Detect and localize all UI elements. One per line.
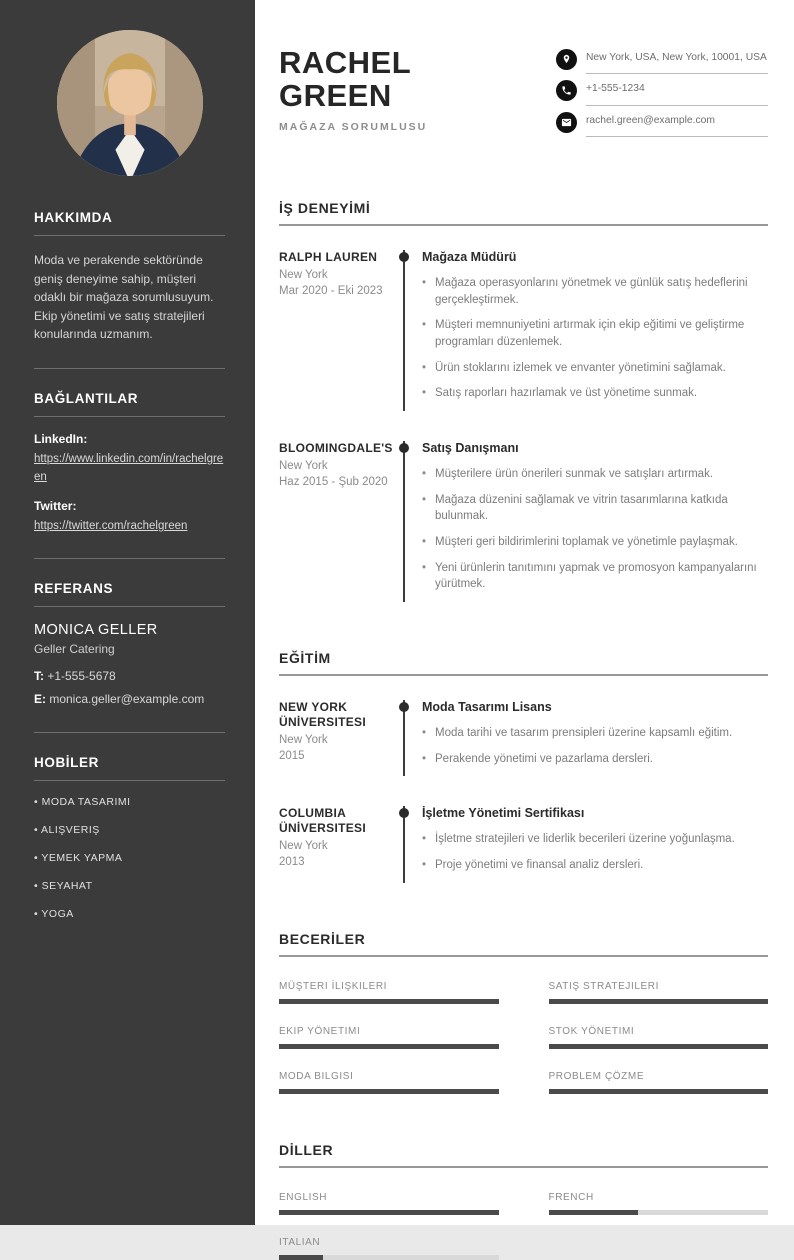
skill-item: [549, 1026, 769, 1049]
skill-item: [549, 981, 769, 1004]
about-title: HAKKIMDA: [34, 210, 225, 236]
hobby-item: • ALIŞVERIŞ: [34, 824, 225, 836]
about-text: Moda ve perakende sektöründe geniş deneyime sahip, müşteri odaklı bir mağaza sorumlusuyum. Ekip yönetimi ve satış stratejileri konularında uzmanım.: [34, 253, 214, 342]
skill-bar-fill: [279, 1089, 499, 1094]
experience-entry: [279, 250, 768, 411]
language-bar: [279, 1255, 499, 1260]
education-section: [279, 650, 768, 883]
school-location: New York: [279, 734, 328, 747]
twitter-label: Twitter:: [34, 499, 77, 514]
contact-row-address: [556, 52, 768, 74]
phone-icon: [556, 80, 577, 101]
reference-email-value: monica.geller@example.com: [46, 692, 205, 707]
skill-bar: [549, 1089, 769, 1094]
bullet: • Ürün stoklarını izlemek ve envanter yönetimini sağlamak.: [422, 360, 768, 377]
bullet: • Proje yönetimi ve finansal analiz dersleri.: [422, 857, 768, 874]
language-label: ITALIAN: [279, 1236, 321, 1248]
education-title: EĞİTİM: [279, 650, 768, 676]
language-bar-fill: [279, 1210, 499, 1215]
languages-section: [279, 1142, 768, 1260]
hobbies-section: [34, 732, 225, 920]
reference-title: REFERANS: [34, 581, 225, 607]
skill-bar: [279, 1089, 499, 1094]
skill-item: [279, 1026, 499, 1049]
reference-company: Geller Catering: [34, 642, 115, 657]
hobbies-title: HOBİLER: [34, 755, 225, 781]
contact-row-email: [556, 115, 768, 137]
degree-title: Moda Tasarımı Lisans: [422, 700, 552, 715]
role-title: Satış Danışmanı: [422, 441, 519, 456]
education-entry-left: [279, 700, 403, 776]
experience-title: İŞ DENEYİMİ: [279, 200, 768, 226]
school-name: NEW YORK ÜNİVERSITESI: [279, 700, 366, 730]
school-name: COLUMBIA ÜNİVERSITESI: [279, 806, 366, 836]
school-location: New York: [279, 840, 328, 853]
bullet: • Mağaza düzenini sağlamak ve vitrin tasarımlarına katkıda bulunmak.: [422, 492, 768, 525]
skill-bar-fill: [279, 1044, 499, 1049]
language-item: [549, 1192, 769, 1215]
company-name: RALPH LAUREN: [279, 250, 378, 265]
about-section: [34, 210, 225, 344]
experience-entry-left: [279, 441, 403, 602]
graduation-year: 2013: [279, 855, 305, 868]
skills-grid: [279, 981, 768, 1094]
hobby-item: • MODA TASARIMI: [34, 796, 225, 808]
language-item: [279, 1192, 499, 1215]
header: [279, 46, 768, 146]
bullet: • Satış raporları hazırlamak ve üst yönetime sunmak.: [422, 385, 768, 402]
role-bullets: [422, 466, 768, 593]
education-entry: [279, 700, 768, 776]
education-entry: [279, 806, 768, 882]
reference-email: [34, 691, 225, 708]
language-bar: [549, 1210, 769, 1215]
language-bar: [279, 1210, 499, 1215]
linkedin-label: LinkedIn:: [34, 431, 88, 446]
skill-label: MODA BILGISI: [279, 1070, 354, 1082]
contact-block: [556, 52, 768, 146]
education-entry-right: [403, 700, 768, 776]
hobby-item: • SEYAHAT: [34, 880, 225, 892]
contact-row-phone: [556, 83, 768, 105]
sidebar: [0, 0, 255, 1225]
skill-label: STOK YÖNETIMI: [548, 1025, 635, 1037]
bullet: • Müşteri geri bildirimlerini toplamak ve yönetimle paylaşmak.: [422, 534, 768, 551]
language-label: ENGLISH: [279, 1191, 328, 1203]
reference-phone-value: +1-555-5678: [44, 669, 116, 684]
twitter-link[interactable]: https://twitter.com/rachelgreen: [34, 520, 188, 533]
skill-bar-fill: [549, 1089, 769, 1094]
experience-entry-right: [403, 441, 768, 602]
reference-phone-label: T:: [34, 669, 44, 684]
profile-photo-placeholder: [57, 30, 203, 176]
skill-item: [279, 981, 499, 1004]
language-label: FRENCH: [548, 1191, 594, 1203]
bullet: • Müşterilere ürün önerileri sunmak ve satışları artırmak.: [422, 466, 768, 483]
education-entry-left: [279, 806, 403, 882]
languages-title: DİLLER: [279, 1142, 768, 1168]
skill-bar: [549, 1044, 769, 1049]
company-name: BLOOMINGDALE'S: [279, 441, 393, 456]
skill-bar-fill: [549, 999, 769, 1004]
degree-bullets: [422, 725, 768, 767]
bullet: • Yeni ürünlerin tanıtımını yapmak ve promosyon kampanyalarını yürütmek.: [422, 560, 768, 593]
skills-section: [279, 931, 768, 1094]
skill-item: [279, 1071, 499, 1094]
first-name: RACHEL: [279, 45, 412, 80]
degree-bullets: [422, 831, 768, 873]
education-entry-right: [403, 806, 768, 882]
bullet: • Moda tarihi ve tasarım prensipleri üzerine kapsamlı eğitim.: [422, 725, 768, 742]
job-title: MAĞAZA SORUMLUSU: [279, 121, 428, 134]
experience-entry-right: [403, 250, 768, 411]
contact-phone: +1-555-1234: [586, 83, 768, 105]
skills-title: BECERİLER: [279, 931, 768, 957]
experience-entry: [279, 441, 768, 602]
languages-grid: [279, 1192, 768, 1260]
skill-label: MÜŞTERI İLIŞKILERI: [279, 980, 388, 992]
degree-title: İşletme Yönetimi Sertifikası: [422, 806, 585, 821]
reference-email-label: E:: [34, 692, 46, 707]
role-title: Mağaza Müdürü: [422, 250, 517, 265]
skill-bar: [279, 999, 499, 1004]
profile-photo: [57, 30, 203, 176]
reference-name: MONICA GELLER: [34, 622, 158, 639]
company-location: New York: [279, 269, 328, 282]
skill-bar-fill: [549, 1044, 769, 1049]
hobby-list: [34, 796, 225, 920]
location-icon: [556, 49, 577, 70]
language-bar-fill: [279, 1255, 323, 1260]
email-icon: [556, 112, 577, 133]
skill-bar: [549, 999, 769, 1004]
contact-address: New York, USA, New York, 10001, USA: [586, 52, 768, 74]
experience-entry-left: [279, 250, 403, 411]
skill-item: [549, 1071, 769, 1094]
hobby-item: • YEMEK YAPMA: [34, 852, 225, 864]
reference-phone: [34, 668, 225, 685]
employment-dates: Mar 2020 - Eki 2023: [279, 284, 383, 297]
name-block: [279, 46, 556, 133]
role-bullets: [422, 275, 768, 402]
language-item: [279, 1237, 499, 1260]
main-content: [255, 0, 794, 1248]
graduation-year: 2015: [279, 749, 305, 762]
skill-bar: [279, 1044, 499, 1049]
bullet: • Mağaza operasyonlarını yönetmek ve günlük satış hedeflerini gerçekleştirmek.: [422, 275, 768, 308]
linkedin-link-block: [34, 432, 225, 485]
experience-section: [279, 200, 768, 602]
last-name: GREEN: [279, 78, 392, 114]
employment-dates: Haz 2015 - Şub 2020: [279, 475, 388, 488]
twitter-link-block: [34, 499, 225, 534]
language-bar-fill: [549, 1210, 639, 1215]
company-location: New York: [279, 460, 328, 473]
hobby-item: • YOGA: [34, 908, 225, 920]
bullet: • İşletme stratejileri ve liderlik becerileri üzerine yoğunlaşma.: [422, 831, 768, 848]
bullet: • Müşteri memnuniyetini artırmak için ekip eğitimi ve geliştirme programları düzenlemek.: [422, 317, 768, 350]
links-section: [34, 368, 225, 534]
links-title: BAĞLANTILAR: [34, 391, 225, 417]
contact-email: rachel.green@example.com: [586, 115, 768, 137]
reference-section: [34, 558, 225, 708]
skill-bar-fill: [279, 999, 499, 1004]
skill-label: SATIŞ STRATEJILERI: [548, 980, 659, 992]
linkedin-link[interactable]: https://www.linkedin.com/in/rachelgreen: [34, 452, 224, 484]
skill-label: EKIP YÖNETIMI: [279, 1025, 361, 1037]
bullet: • Perakende yönetimi ve pazarlama dersleri.: [422, 751, 768, 768]
skill-label: PROBLEM ÇÖZME: [548, 1070, 645, 1082]
